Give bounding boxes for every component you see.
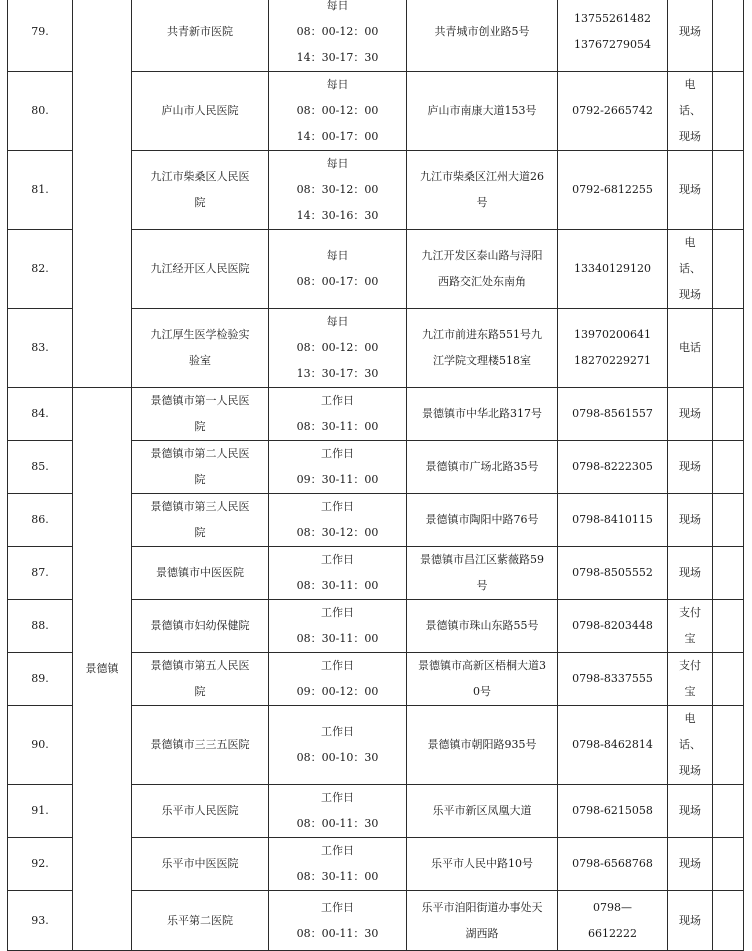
service-hours-line: 08：00-11：30 bbox=[296, 926, 379, 940]
service-hours-line: 工作日 bbox=[321, 500, 354, 513]
table-row bbox=[8, 0, 744, 72]
hospital-name: 乐平第二医院 bbox=[132, 891, 269, 951]
note-cell bbox=[713, 706, 744, 785]
note-cell bbox=[713, 441, 744, 494]
phone-number: 0798-8410115 bbox=[572, 513, 653, 526]
service-hours-line: 09：00-12：00 bbox=[296, 685, 379, 698]
service-hours bbox=[269, 706, 407, 785]
booking-method: 电话、现场 bbox=[668, 706, 713, 785]
note-cell bbox=[713, 547, 744, 600]
phone bbox=[558, 891, 668, 951]
phone-number: 0798-8337555 bbox=[572, 672, 653, 685]
service-hours bbox=[269, 72, 407, 151]
service-hours-line: 08：30-11：00 bbox=[296, 632, 379, 645]
service-hours-line: 工作日 bbox=[321, 447, 354, 460]
note-cell bbox=[713, 785, 744, 838]
hospital-name: 九江市柴桑区人民医院 bbox=[132, 151, 269, 230]
service-hours-line: 工作日 bbox=[321, 791, 354, 804]
service-hours-line: 每日 bbox=[326, 157, 349, 170]
address: 乐平市新区凤凰大道 bbox=[407, 785, 558, 838]
address: 景德镇市陶阳中路76号 bbox=[407, 494, 558, 547]
booking-method: 现场 bbox=[668, 388, 713, 441]
note-cell bbox=[713, 72, 744, 151]
service-hours-line: 每日 bbox=[326, 315, 349, 328]
phone-number: 13340129120 bbox=[574, 262, 651, 275]
service-hours-line: 14：30-16：30 bbox=[296, 209, 379, 222]
service-hours-line: 工作日 bbox=[321, 725, 354, 738]
note-cell bbox=[713, 230, 744, 309]
row-number: 87. bbox=[8, 547, 73, 600]
phone bbox=[558, 494, 668, 547]
row-number: 79. bbox=[8, 0, 73, 72]
address: 九江市前进东路551号九江学院文理楼518室 bbox=[407, 309, 558, 388]
note-cell bbox=[713, 494, 744, 547]
booking-method: 电话 bbox=[668, 309, 713, 388]
phone-number: 0798— bbox=[593, 900, 632, 914]
note-cell bbox=[713, 388, 744, 441]
phone bbox=[558, 838, 668, 891]
phone bbox=[558, 785, 668, 838]
service-hours-line: 08：30-12：00 bbox=[296, 183, 379, 196]
row-number: 88. bbox=[8, 600, 73, 653]
service-hours bbox=[269, 151, 407, 230]
service-hours bbox=[269, 785, 407, 838]
service-hours-line: 08：00-12：00 bbox=[296, 341, 379, 354]
phone-number: 6612222 bbox=[588, 926, 637, 940]
note-cell bbox=[713, 891, 744, 951]
service-hours-line: 工作日 bbox=[321, 659, 354, 672]
service-hours-line: 每日 bbox=[326, 78, 349, 91]
booking-method: 支付宝 bbox=[668, 600, 713, 653]
service-hours-line: 工作日 bbox=[321, 844, 354, 857]
hospital-name: 景德镇市第五人民医院 bbox=[132, 653, 269, 706]
note-cell bbox=[713, 838, 744, 891]
phone-number: 13767279054 bbox=[574, 38, 651, 51]
city-cell-jingdezhen: 景德镇 bbox=[73, 388, 132, 951]
booking-method: 现场 bbox=[668, 441, 713, 494]
phone bbox=[558, 706, 668, 785]
phone bbox=[558, 547, 668, 600]
service-hours-line: 每日 bbox=[326, 0, 349, 12]
row-number: 81. bbox=[8, 151, 73, 230]
note-cell bbox=[713, 653, 744, 706]
row-number: 80. bbox=[8, 72, 73, 151]
service-hours bbox=[269, 441, 407, 494]
service-hours-line: 工作日 bbox=[321, 553, 354, 566]
address: 景德镇市昌江区紫薇路59号 bbox=[407, 547, 558, 600]
address: 九江市柴桑区江州大道26号 bbox=[407, 151, 558, 230]
address: 景德镇市珠山东路55号 bbox=[407, 600, 558, 653]
note-cell bbox=[713, 600, 744, 653]
service-hours bbox=[269, 494, 407, 547]
hospital-name: 景德镇市第三人民医院 bbox=[132, 494, 269, 547]
booking-method: 电话、现场 bbox=[668, 230, 713, 309]
booking-method: 现场 bbox=[668, 891, 713, 951]
phone bbox=[558, 0, 668, 72]
booking-method: 现场 bbox=[668, 547, 713, 600]
phone-number: 0792-2665742 bbox=[572, 104, 653, 117]
service-hours bbox=[269, 230, 407, 309]
service-hours-line: 14：00-17：00 bbox=[296, 130, 379, 143]
service-hours-line: 08：30-11：00 bbox=[296, 870, 379, 883]
booking-method: 现场 bbox=[668, 0, 713, 72]
phone-number: 0792-6812255 bbox=[572, 183, 653, 196]
hospital-name: 乐平市中医医院 bbox=[132, 838, 269, 891]
phone bbox=[558, 653, 668, 706]
service-hours bbox=[269, 309, 407, 388]
phone-number: 0798-6568768 bbox=[572, 857, 653, 870]
address: 共青城市创业路5号 bbox=[407, 0, 558, 72]
service-hours-line: 每日 bbox=[326, 249, 349, 262]
service-hours bbox=[269, 838, 407, 891]
hospital-name: 九江经开区人民医院 bbox=[132, 230, 269, 309]
address: 九江开发区泰山路与浔阳西路交汇处东南角 bbox=[407, 230, 558, 309]
phone bbox=[558, 72, 668, 151]
service-hours-line: 08：00-12：00 bbox=[296, 104, 379, 117]
phone bbox=[558, 309, 668, 388]
phone-number: 0798-8203448 bbox=[572, 619, 653, 632]
booking-method: 支付宝 bbox=[668, 653, 713, 706]
service-hours-line: 08：30-11：00 bbox=[296, 420, 379, 433]
service-hours bbox=[269, 0, 407, 72]
booking-method: 现场 bbox=[668, 151, 713, 230]
service-hours bbox=[269, 891, 407, 951]
row-number: 89. bbox=[8, 653, 73, 706]
hospital-name: 共青新市医院 bbox=[132, 0, 269, 72]
hospital-name: 景德镇市第二人民医院 bbox=[132, 441, 269, 494]
hospital-name: 乐平市人民医院 bbox=[132, 785, 269, 838]
service-hours bbox=[269, 388, 407, 441]
hospital-name: 景德镇市中医医院 bbox=[132, 547, 269, 600]
address: 景德镇市中华北路317号 bbox=[407, 388, 558, 441]
phone-number: 13970200641 bbox=[574, 328, 651, 341]
address: 乐平市人民中路10号 bbox=[407, 838, 558, 891]
row-number: 86. bbox=[8, 494, 73, 547]
address: 庐山市南康大道153号 bbox=[407, 72, 558, 151]
row-number: 85. bbox=[8, 441, 73, 494]
phone-number: 0798-8222305 bbox=[572, 460, 653, 473]
phone bbox=[558, 600, 668, 653]
service-hours-line: 工作日 bbox=[321, 394, 354, 407]
phone-number: 0798-8505552 bbox=[572, 566, 653, 579]
address: 景德镇市高新区梧桐大道30号 bbox=[407, 653, 558, 706]
service-hours-line: 08：00-12：00 bbox=[296, 25, 379, 38]
service-hours-line: 工作日 bbox=[321, 900, 354, 914]
address: 乐平市洎阳街道办事处天湖西路 bbox=[407, 891, 558, 951]
hospital-name: 九江厚生医学检验实验室 bbox=[132, 309, 269, 388]
service-hours-line: 工作日 bbox=[321, 606, 354, 619]
table-row bbox=[8, 388, 744, 441]
row-number: 90. bbox=[8, 706, 73, 785]
service-hours-line: 14：30-17：30 bbox=[296, 51, 379, 64]
booking-method: 电话、现场 bbox=[668, 72, 713, 151]
phone-number: 18270229271 bbox=[574, 354, 651, 367]
phone bbox=[558, 151, 668, 230]
service-hours-line: 08：00-11：30 bbox=[296, 817, 379, 830]
service-hours-line: 08：00-17：00 bbox=[296, 275, 379, 288]
phone-number: 0798-8561557 bbox=[572, 407, 653, 420]
address: 景德镇市广场北路35号 bbox=[407, 441, 558, 494]
phone bbox=[558, 230, 668, 309]
hospital-schedule-table bbox=[7, 0, 744, 951]
hospital-name: 景德镇市三三五医院 bbox=[132, 706, 269, 785]
phone-number: 0798-6215058 bbox=[572, 804, 653, 817]
row-number: 91. bbox=[8, 785, 73, 838]
city-cell-jiujiang bbox=[73, 0, 132, 388]
service-hours-line: 13：30-17：30 bbox=[296, 367, 379, 380]
phone-number: 0798-8462814 bbox=[572, 738, 653, 751]
note-cell bbox=[713, 309, 744, 388]
service-hours bbox=[269, 547, 407, 600]
phone-number: 13755261482 bbox=[574, 12, 651, 25]
service-hours-line: 08：00-10：30 bbox=[296, 751, 379, 764]
service-hours-line: 08：30-11：00 bbox=[296, 579, 379, 592]
phone bbox=[558, 441, 668, 494]
booking-method: 现场 bbox=[668, 838, 713, 891]
hospital-name: 景德镇市第一人民医院 bbox=[132, 388, 269, 441]
hospital-name: 景德镇市妇幼保健院 bbox=[132, 600, 269, 653]
service-hours-line: 08：30-12：00 bbox=[296, 526, 379, 539]
address: 景德镇市朝阳路935号 bbox=[407, 706, 558, 785]
row-number: 84. bbox=[8, 388, 73, 441]
booking-method: 现场 bbox=[668, 785, 713, 838]
service-hours-line: 09：30-11：00 bbox=[296, 473, 379, 486]
row-number: 83. bbox=[8, 309, 73, 388]
note-cell bbox=[713, 151, 744, 230]
row-number: 82. bbox=[8, 230, 73, 309]
row-number: 92. bbox=[8, 838, 73, 891]
phone bbox=[558, 388, 668, 441]
service-hours bbox=[269, 653, 407, 706]
hospital-name: 庐山市人民医院 bbox=[132, 72, 269, 151]
service-hours bbox=[269, 600, 407, 653]
booking-method: 现场 bbox=[668, 494, 713, 547]
row-number: 93. bbox=[8, 891, 73, 951]
note-cell bbox=[713, 0, 744, 72]
